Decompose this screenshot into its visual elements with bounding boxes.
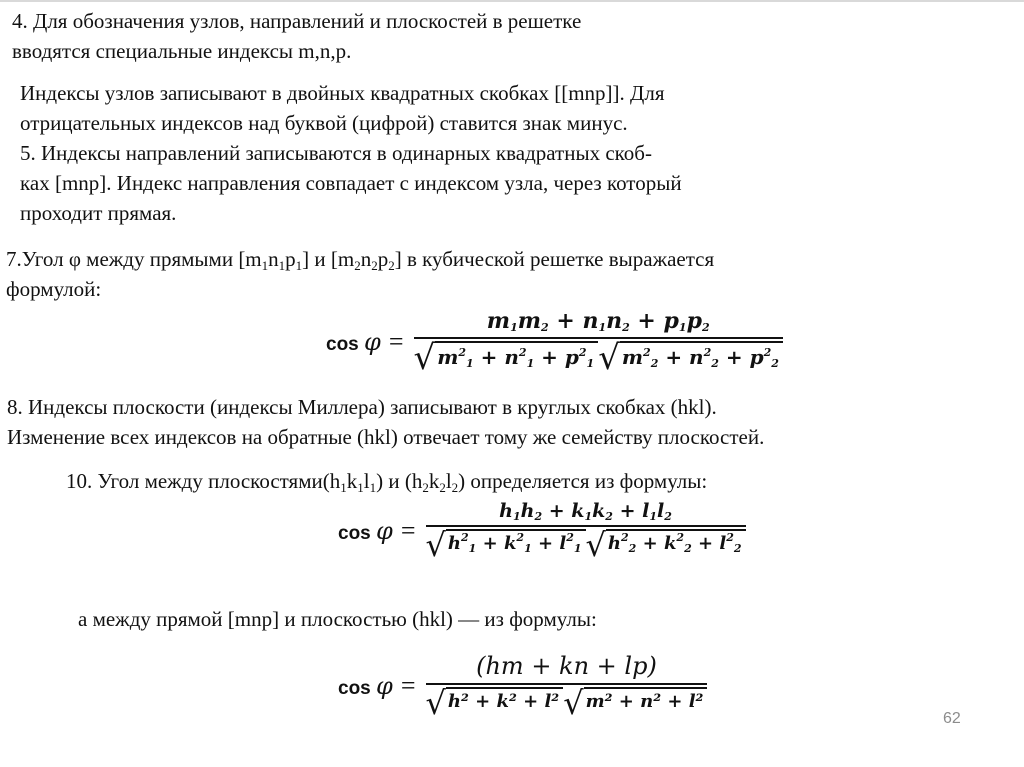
item-4-line-2: вводятся специальные индексы m,n,p. (12, 39, 352, 63)
item-7-text-1: n (268, 247, 279, 271)
formula-angle-between-planes (338, 500, 746, 564)
paragraph-node-indices (20, 78, 682, 228)
item-7-sub-3: 1 (295, 258, 303, 273)
phi-symbol: φ (364, 327, 381, 356)
sqrt-left: √ $m^2_1 + n^2_1 + p^2_1$ (414, 341, 599, 375)
formula-2-numerator: $h_1h_2 + k_1k_2 + l_1l_2$ (499, 500, 672, 523)
sqrt-left: √ $h^2_1 + k^2_1 + l^2_1$ (426, 529, 586, 561)
item-5-line-3: проходит прямая. (20, 201, 177, 225)
item-7-text-3: ] и [m (302, 247, 355, 271)
sqrt-right: √ $h^2_2 + k^2_2 + l^2_2$ (586, 529, 746, 561)
item-7-prefix: 7.Угол φ между прямыми [m (6, 247, 262, 271)
item-10-prefix: 10. Угол между плоскостями(h (66, 469, 341, 493)
sqrt-left: √ h² + k² + l² (426, 687, 564, 719)
nodes-line-1: Индексы узлов записывают в двойных квадратных скобках [[mnp]]. Для (20, 81, 665, 105)
sqrt-right: √ m² + n² + l² (563, 687, 707, 719)
item-8-line-2: Изменение всех индексов на обратные (hkl) отвечает тому же семейству плоскостей. (7, 425, 765, 449)
item-7-text-5: p (377, 247, 389, 271)
item-5-line-2: ках [mnp]. Индекс направления совпадает с индексом узла, через который (20, 171, 682, 195)
formula-1-denominator (413, 338, 783, 378)
formula-3-fraction (425, 652, 708, 722)
item-7-sub-6: 2 (388, 258, 395, 273)
item-7-sub-2: 1 (278, 258, 286, 273)
nodes-line-2: отрицательных индексов над буквой (цифрой) ставится знак минус. (20, 111, 628, 135)
slide-top-border (0, 0, 1024, 2)
item-8-line-1: 8. Индексы плоскости (индексы Миллера) записывают в круглых скобках (hkl). (7, 395, 717, 419)
formula-1-numerator: $m_1m_2 + n_1n_2 + p_1p_2$ (486, 308, 710, 334)
paragraph-item-10: 10. Угол между $плоскостями(h_1k_1l_1)$ и $(h_2k_2l_2)$ определяется из формулы: (66, 469, 708, 495)
item-7-text-6: ] в кубической решетке выражается (394, 247, 715, 271)
cos-label: cos (326, 333, 359, 355)
paragraph-item-7 (6, 244, 714, 304)
item-7-sub-4: 2 (354, 258, 361, 273)
item-5-line-1: 5. Индексы направлений записываются в одинарных квадратных скоб- (20, 141, 652, 165)
formula-1-lhs (326, 328, 381, 356)
formula-1-fraction (413, 308, 783, 378)
paragraph-item-8 (7, 392, 764, 452)
equals-sign: = (400, 670, 416, 700)
item-4-line-1: 4. Для обозначения узлов, направлений и плоскостей в решетке (12, 9, 582, 33)
formula-3-numerator: (hm + kn + lp) (476, 652, 657, 680)
item-7-text-2: p (285, 247, 296, 271)
paragraph-item-4 (12, 6, 581, 66)
equals-sign: = (400, 515, 416, 545)
formula-angle-line-plane (338, 652, 707, 722)
paragraph-line-plane: а между прямой [mnp] и плоскостью (hkl) — из формулы: (78, 607, 597, 631)
formula-2-lhs: cos φ (338, 516, 393, 545)
item-7-sub-1: 1 (261, 258, 269, 273)
formula-2-denominator (425, 526, 746, 564)
equals-sign: = (388, 326, 404, 356)
page-number: 62 (943, 710, 961, 727)
formula-angle-between-lines (326, 308, 783, 378)
formula-2-fraction (425, 500, 746, 564)
sqrt-right: √ $m^2_2 + n^2_2 + p^2_2$ (598, 341, 783, 375)
item-7-text-4: n (360, 247, 372, 271)
item-7-line-2: формулой: (6, 277, 102, 301)
item-7-line-1 (6, 244, 714, 274)
formula-3-lhs: cos φ (338, 671, 393, 700)
item-7-sub-5: 2 (371, 258, 378, 273)
formula-3-denominator (425, 684, 708, 722)
